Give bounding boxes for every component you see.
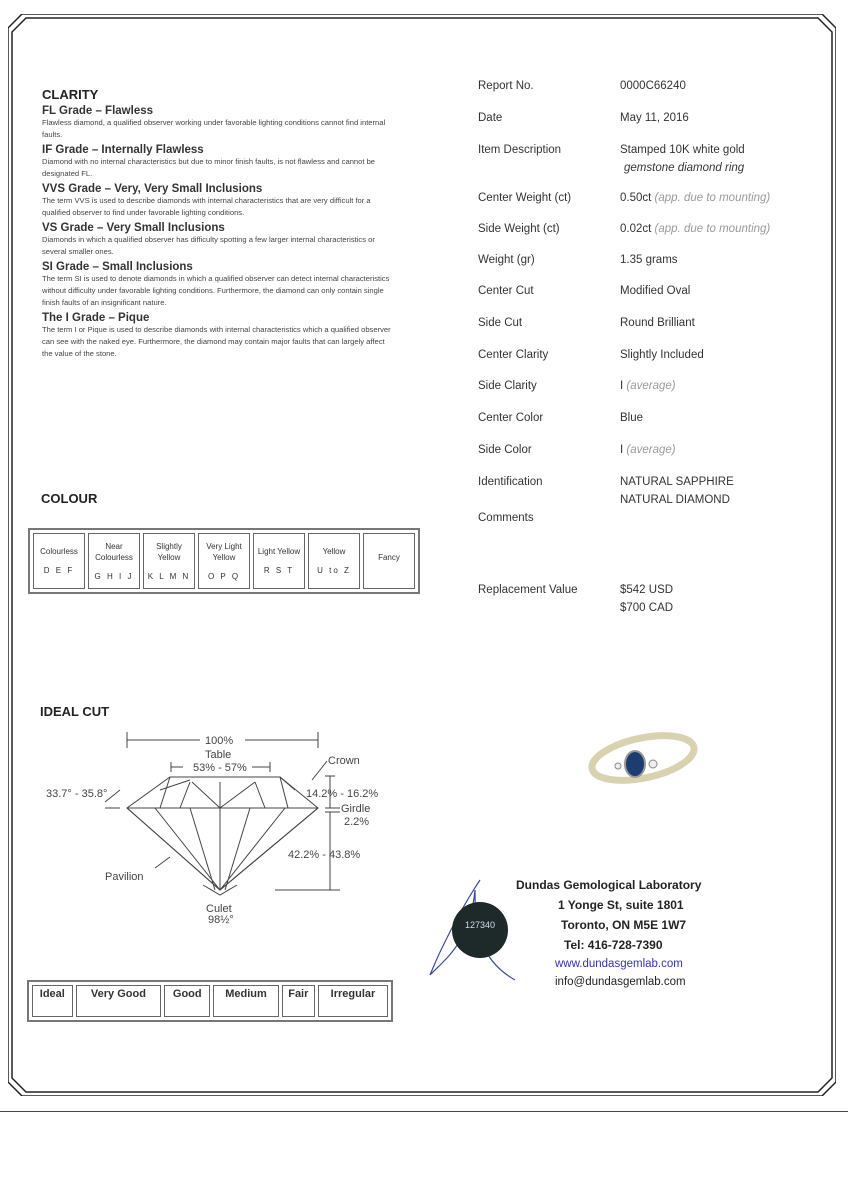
colour-grade-label: Light Yellow: [257, 547, 301, 556]
report-field-label: Center Weight (ct): [478, 192, 572, 204]
report-field-label: Item Description: [478, 144, 562, 156]
colour-grade-cell: [363, 533, 415, 589]
lab-city: Toronto, ON M5E 1W7: [561, 918, 687, 932]
report-field-value-line2: NATURAL DIAMOND: [620, 494, 730, 506]
lab-website-link[interactable]: www.dundasgemlab.com: [555, 958, 683, 970]
report-field-value-line2: $700 CAD: [620, 602, 674, 614]
colour-grade-code: O P Q: [207, 571, 241, 581]
report-field-label: Identification: [478, 476, 543, 488]
report-field-value: Blue: [620, 412, 644, 424]
pavilion-depth: 42.2% - 43.8%: [288, 849, 361, 861]
report-field-value: NATURAL SAPPHIRE: [620, 476, 734, 488]
colour-grade-cell: [143, 533, 195, 589]
clarity-grade-heading: SI Grade – Small Inclusions: [42, 261, 193, 273]
crown-angle: 33.7° - 35.8°: [46, 788, 108, 800]
colour-grade-cell: [253, 533, 305, 589]
clarity-grade-heading: VVS Grade – Very, Very Small Inclusions: [42, 183, 263, 195]
table-label: Table: [205, 749, 232, 761]
girdle-value: 2.2%: [344, 816, 370, 828]
colour-grade-cell: [33, 533, 85, 589]
report-field-label: Center Clarity: [478, 349, 549, 361]
lab-phone: Tel: 416-728-7390: [564, 938, 663, 952]
colour-grade-cell: [308, 533, 360, 589]
seal-number: 127340: [464, 920, 496, 930]
colour-grade-label: Near Colourless: [95, 541, 133, 562]
report-field-label: Side Clarity: [478, 380, 537, 392]
clarity-section: [42, 87, 392, 360]
report-field-note: (average): [626, 380, 676, 392]
report-field-label: Weight (gr): [478, 254, 535, 266]
colour-grade-label: Fancy: [378, 552, 400, 562]
clarity-grade-description: Flawless diamond, a qualified observer working under favorable lighting conditions cannot find internal faults.: [42, 118, 386, 139]
report-field-label: Comments: [478, 512, 534, 524]
lab-name: Dundas Gemological Laboratory: [516, 878, 702, 892]
report-field-label: Replacement Value: [478, 584, 578, 596]
lab-email: info@dundasgemlab.com: [555, 976, 686, 988]
clarity-grade-heading: The I Grade – Pique: [42, 312, 150, 324]
colour-grade-label: Very Light Yellow: [206, 541, 242, 562]
colour-grade-cell: [88, 533, 140, 589]
report-field-note: (app. due to mounting): [654, 192, 771, 204]
clarity-grade-heading: IF Grade – Internally Flawless: [42, 144, 204, 156]
clarity-grade-description: The term SI is used to denote diamonds in which a qualified observer can detect internal characteristics without difficulty under favorable lighting conditions. Furthermore, the diamond can only contain single finish faults of an insignificant nature.: [42, 274, 390, 307]
lab-contact: [516, 875, 701, 991]
width-label: 100%: [205, 735, 234, 747]
cut-grade-table: [27, 980, 393, 1022]
report-field-value: Slightly Included: [620, 349, 704, 361]
report-field-label: Report No.: [478, 80, 534, 92]
ring-photo: [585, 720, 705, 795]
colour-grade-cell: [198, 533, 250, 589]
report-field-label: Side Cut: [478, 317, 523, 329]
colour-grade-code: G H I J: [94, 571, 134, 581]
crown-height: 14.2% - 16.2%: [306, 788, 379, 800]
culet-label: Culet: [206, 903, 232, 915]
report-field-label: Date: [478, 112, 503, 124]
report-field-value: 0.50ct: [620, 192, 652, 204]
colour-grade-label: Colourless: [40, 547, 78, 556]
report-field-value: $542 USD: [620, 584, 674, 596]
clarity-grade-description: Diamonds in which a qualified observer has difficulty spotting a few larger internal characteristics or several smaller ones.: [42, 235, 375, 256]
report-field-label: Side Weight (ct): [478, 223, 560, 235]
crown-label: Crown: [328, 755, 360, 767]
cut-grade-cell: Medium: [213, 985, 278, 1017]
pavilion-label: Pavilion: [105, 871, 144, 883]
culet-value: 98½°: [208, 914, 234, 926]
ideal-cut-diagram: [30, 720, 400, 930]
clarity-grade-description: Diamond with no internal characteristics but due to minor finish faults, is not flawless and cannot be designated FL.: [42, 157, 376, 178]
report-field-value: May 11, 2016: [620, 112, 689, 124]
report-field-label: Center Cut: [478, 285, 534, 297]
signature-and-seal: [420, 870, 520, 985]
ideal-cut-title: IDEAL CUT: [40, 704, 110, 719]
colour-grade-code: D E F: [43, 566, 75, 575]
colour-grade-code: R S T: [263, 566, 295, 575]
colour-grade-label: Yellow: [322, 547, 346, 556]
report-field-value: Modified Oval: [620, 285, 691, 297]
clarity-grade-description: The term VVS is used to describe diamonds with internal characteristics that are very difficult for a qualified observer to find under favorable lighting conditions.: [42, 196, 371, 217]
report-field-value: 0000C66240: [620, 80, 686, 92]
cut-grade-cell: Fair: [282, 985, 315, 1017]
clarity-title: CLARITY: [42, 87, 99, 102]
report-field-value: Round Brilliant: [620, 317, 695, 329]
colour-grade-label: Slightly Yellow: [156, 541, 182, 562]
report-field-value: 0.02ct: [620, 223, 652, 235]
cut-grade-cell: Good: [164, 985, 210, 1017]
bottom-divider: [0, 1111, 848, 1112]
colour-grade-code: U to Z: [317, 566, 351, 575]
report-field-note: (app. due to mounting): [654, 223, 771, 235]
report-field-label: Center Color: [478, 412, 544, 424]
cut-grade-cell: Very Good: [76, 985, 162, 1017]
colour-scale-table: [28, 528, 420, 594]
girdle-label: Girdle: [341, 803, 371, 815]
report-field-value-line2: gemstone diamond ring: [624, 162, 745, 174]
cut-grade-cell: Ideal: [32, 985, 73, 1017]
clarity-grade-heading: VS Grade – Very Small Inclusions: [42, 222, 225, 234]
colour-title: COLOUR: [41, 491, 98, 506]
report-field-value: I: [620, 380, 624, 392]
report-field-label: Side Color: [478, 444, 532, 456]
clarity-grade-heading: FL Grade – Flawless: [42, 105, 154, 117]
colour-grade-code: K L M N: [147, 571, 191, 581]
report-field-value: 1.35 grams: [620, 254, 678, 266]
cut-grade-cell: Irregular: [318, 985, 388, 1017]
table-value: 53% - 57%: [193, 762, 247, 774]
report-field-note: (average): [626, 444, 676, 456]
report-field-value: I: [620, 444, 624, 456]
report-field-value: Stamped 10K white gold: [620, 144, 745, 156]
lab-address: 1 Yonge St, suite 1801: [558, 898, 684, 912]
clarity-grade-description: The term I or Pique is used to describe diamonds with internal characteristics which a qualified observer can see with the naked eye. Furthermore, the diamond may contain major faults that can largely affect the value of the stone.: [42, 325, 391, 358]
